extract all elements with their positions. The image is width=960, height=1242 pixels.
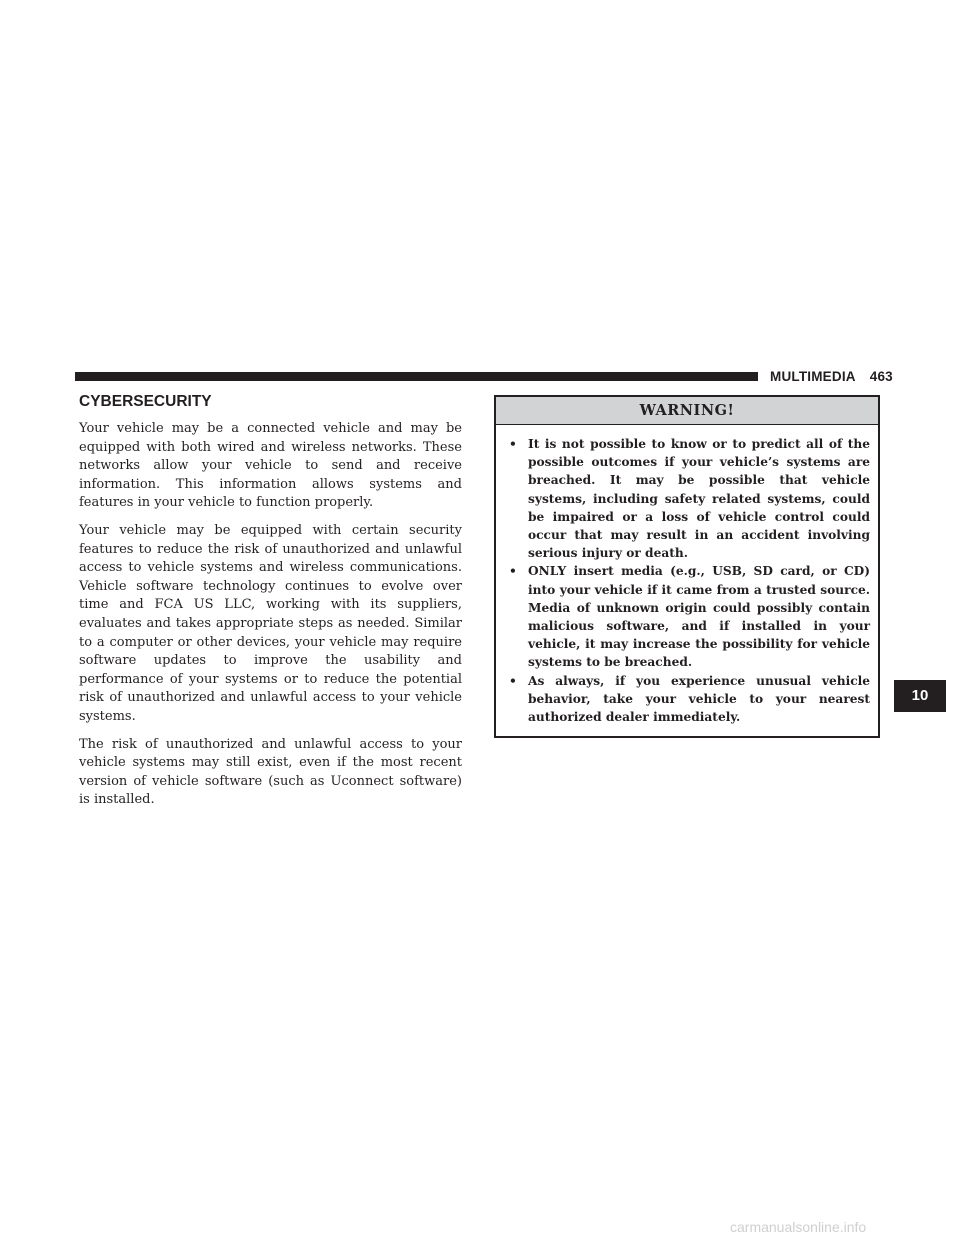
bullet-icon: • — [509, 437, 517, 451]
warning-item-text: As always, if you experience unusual vehicle behavior, take your vehicle to your nearest authorized dealer immediately. — [528, 673, 870, 725]
running-header — [770, 369, 893, 384]
warning-item — [507, 672, 870, 727]
header-rule — [75, 372, 758, 381]
page-number: 463 — [869, 369, 893, 384]
bullet-icon: • — [509, 564, 517, 579]
warning-list — [496, 425, 878, 726]
section-name: MULTIMEDIA — [770, 369, 856, 384]
paragraph-connected-vehicle: Your vehicle may be a connected vehicle and may be equipped with both wired and wireless networks. These networks allow your vehicle to send and receive information. This information allows systems and features in your vehicle to function properly. — [79, 421, 462, 511]
watermark: carmanualsonline.info — [730, 1219, 867, 1235]
warning-box — [494, 395, 880, 738]
warning-title: WARNING! — [496, 397, 878, 425]
chapter-tab[interactable]: 10 — [894, 680, 946, 712]
warning-item — [507, 562, 870, 671]
paragraph-security-features: Your vehicle may be equipped with certain security features to reduce the risk of unauthorized and unlawful access to vehicle systems and wireless communications. Vehicle software technology continues to evolve over time and FCA US LLC, working with its suppliers, evaluates and takes appropriate steps as needed. Similar to a computer or other devices, your vehicle may require software updates to improve the usability and performance of your systems or to reduce the potential risk of unauthorized and unlawful access to your vehicle systems. — [79, 522, 462, 724]
bullet-icon: • — [509, 673, 517, 688]
warning-item — [507, 435, 870, 562]
main-column — [79, 393, 462, 819]
warning-item-text: ONLY insert media (e.g., USB, SD card, or CD) into your vehicle if it came from a trusted source. Media of unknown origin could possibly contain malicious software, and if installed in your vehicle, it may increase the possibility for vehicle systems to be breached. — [528, 564, 870, 670]
warning-item-text: It is not possible to know or to predict all of the possible outcomes if your vehicle’s systems are breached. It may be possible that vehicle systems, including safety related systems, could be impaired or a loss of vehicle control could occur that may result in an accident involving serious injury or death. — [528, 437, 870, 561]
section-title: CYBERSECURITY — [79, 393, 212, 410]
paragraph-remaining-risk: The risk of unauthorized and unlawful access to your vehicle systems may still exist, even if the most recent version of vehicle software (such as Uconnect software) is installed. — [79, 736, 462, 808]
